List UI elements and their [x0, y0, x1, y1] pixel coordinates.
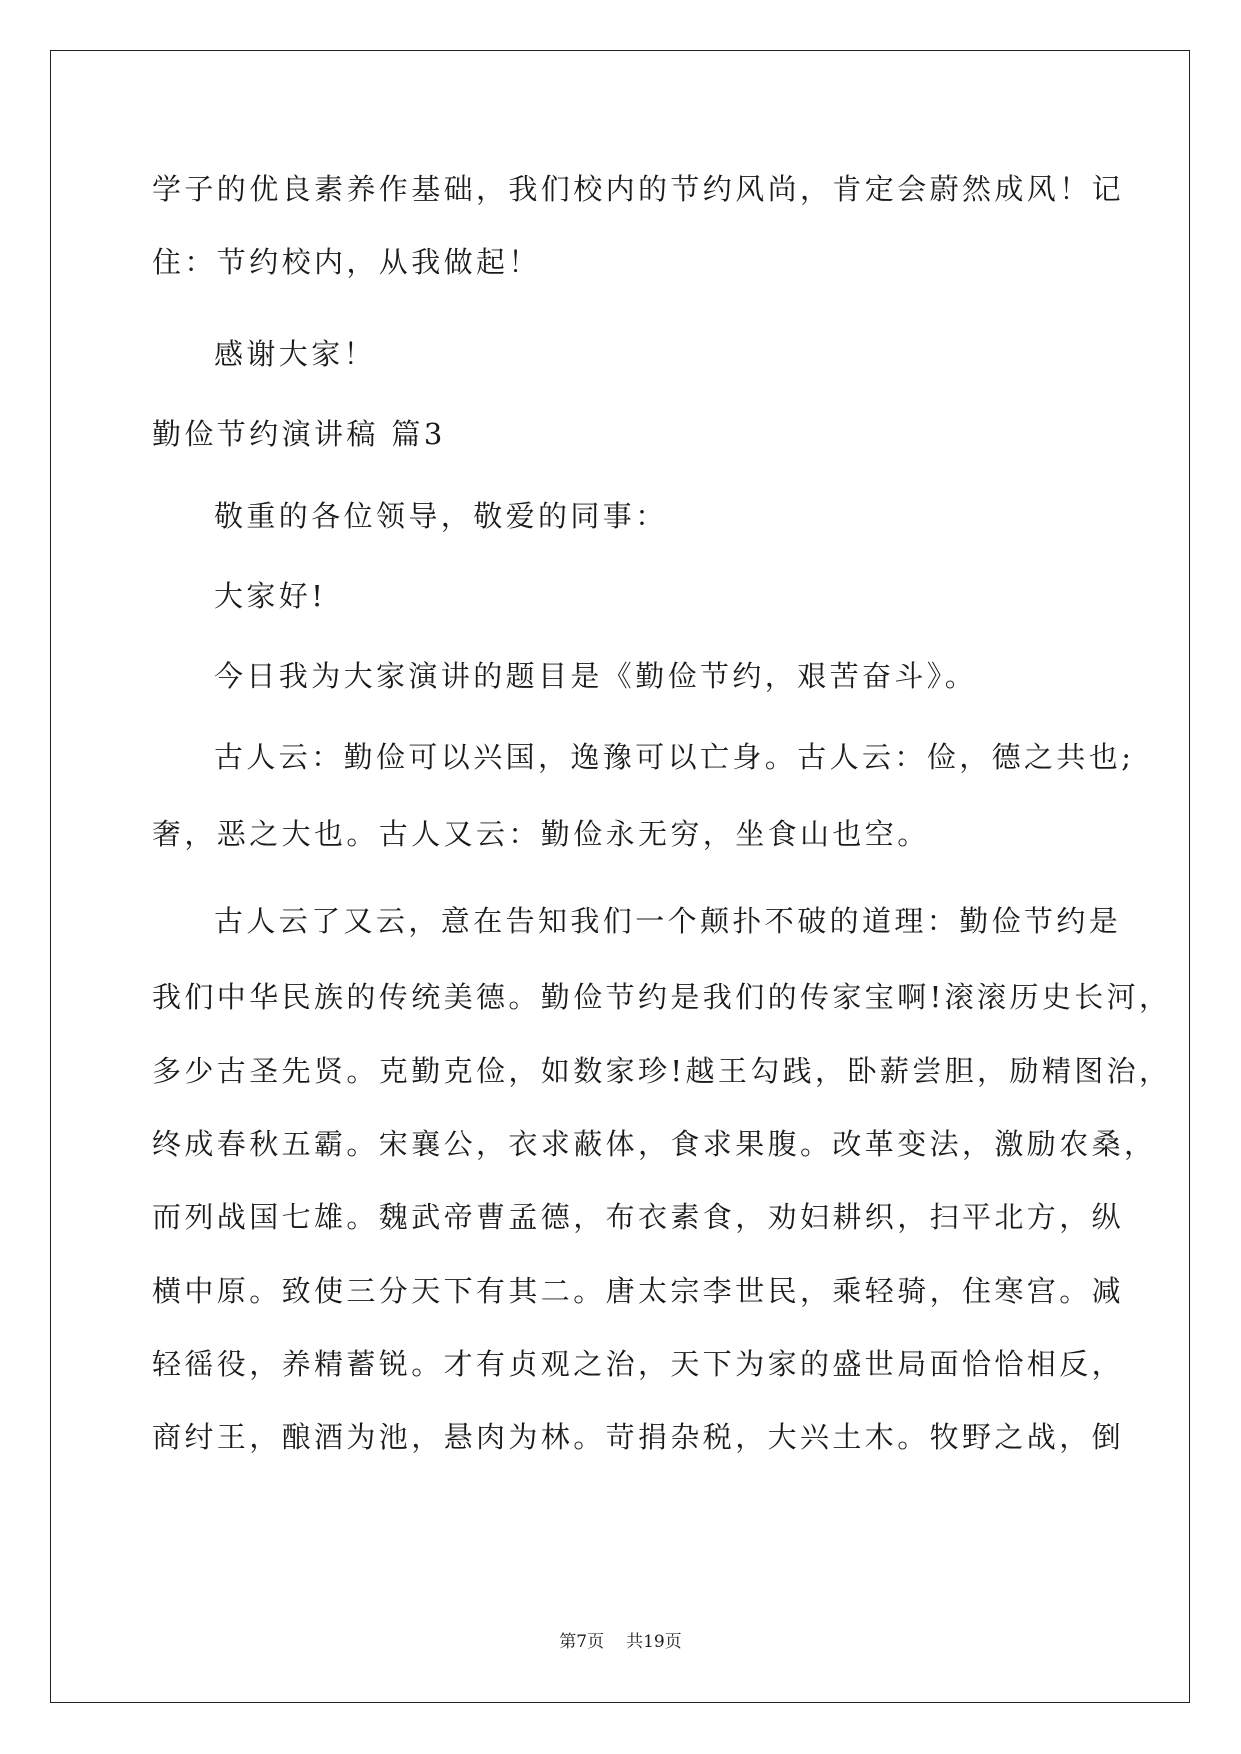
- page-number: 第7页: [559, 1632, 605, 1652]
- section-heading: 勤俭节约演讲稿 篇3: [152, 417, 446, 451]
- page-footer: [0, 1634, 1241, 1651]
- page-border: [50, 50, 1190, 1703]
- body-line: 敬重的各位领导，敬爱的同事：: [214, 499, 668, 533]
- body-line: 轻徭役，养精蓄锐。才有贞观之治，天下为家的盛世局面恰恰相反，: [152, 1347, 1125, 1381]
- body-line: 而列战国七雄。魏武帝曹孟德，布衣素食，劝妇耕织，扫平北方，纵: [152, 1200, 1125, 1234]
- body-line: 终成春秋五霸。宋襄公，衣求蔽体，食求果腹。改革变法，激励农桑，: [152, 1127, 1157, 1161]
- body-line: 多少古圣先贤。克勤克俭，如数家珍!越王勾践，卧薪尝胆，励精图治，: [152, 1054, 1172, 1088]
- body-line: 感谢大家！: [214, 337, 377, 371]
- body-line: 我们中华民族的传统美德。勤俭节约是我们的传家宝啊!滚滚历史长河，: [152, 980, 1172, 1014]
- body-line: 古人云：勤俭可以兴国，逸豫可以亡身。古人云：俭，德之共也;: [214, 740, 1135, 774]
- body-line: 今日我为大家演讲的题目是《勤俭节约，艰苦奋斗》。: [214, 659, 978, 693]
- body-line: 奢，恶之大也。古人又云：勤俭永无穷，坐食山也空。: [152, 817, 930, 851]
- body-line: 大家好!: [214, 579, 327, 613]
- page-total: 共19页: [626, 1632, 682, 1652]
- body-line: 古人云了又云，意在告知我们一个颠扑不破的道理：勤俭节约是: [214, 904, 1122, 938]
- body-line: 学子的优良素养作基础，我们校内的节约风尚，肯定会蔚然成风！记: [152, 172, 1125, 206]
- body-line: 横中原。致使三分天下有其二。唐太宗李世民，乘轻骑，住寒宫。减: [152, 1274, 1125, 1308]
- body-line: 商纣王，酿酒为池，悬肉为林。苛捐杂税，大兴土木。牧野之战，倒: [152, 1420, 1125, 1454]
- body-line: 住：节约校内，从我做起！: [152, 245, 541, 279]
